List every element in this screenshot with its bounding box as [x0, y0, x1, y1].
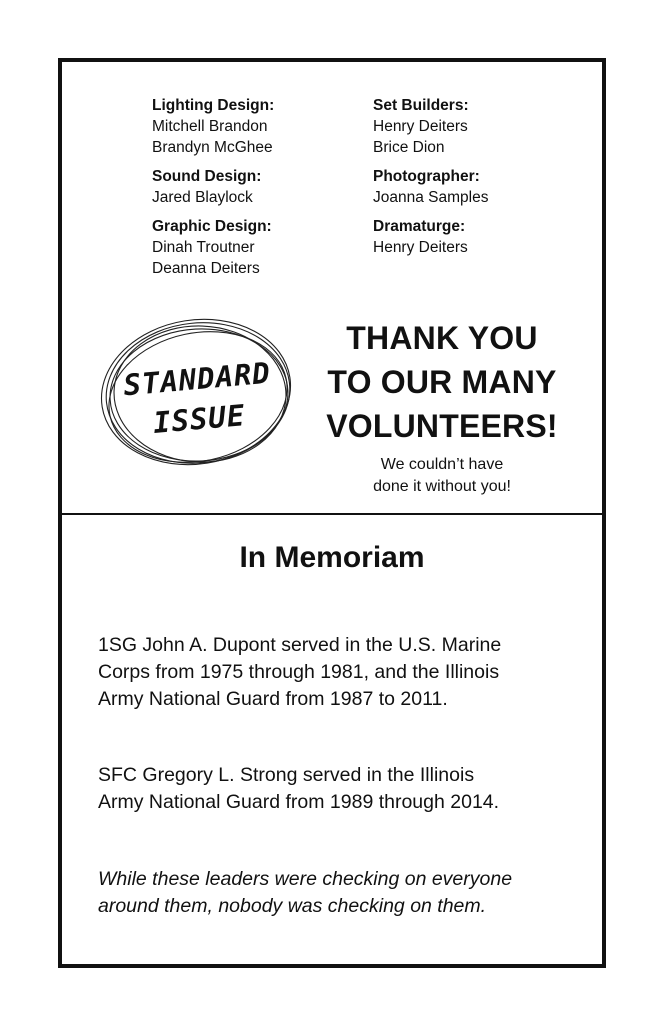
credit-role: Lighting Design: — [152, 97, 275, 114]
credit-name: Jared Blaylock — [152, 189, 253, 206]
program-page-frame — [58, 58, 606, 968]
memoriam-line: Corps from 1975 through 1981, and the Illinois — [98, 661, 500, 683]
credit-name: Dinah Troutner — [152, 239, 255, 256]
memoriam-line: 1SG John A. Dupont served in the U.S. Marine — [98, 634, 502, 656]
thanks-heading-line: THANK YOU — [346, 320, 538, 356]
credits-right-column — [373, 96, 573, 267]
credit-graphic-design — [152, 217, 352, 279]
credit-lighting-design — [152, 96, 352, 158]
thanks-subtext — [312, 454, 572, 498]
thanks-sub-line: done it without you! — [373, 478, 511, 495]
credits-left-column — [152, 96, 352, 288]
credit-photographer — [373, 167, 573, 208]
memoriam-line: Army National Guard from 1989 through 2014. — [98, 791, 500, 813]
thanks-sub-line: We couldn’t have — [380, 456, 504, 473]
credit-name: Henry Deiters — [373, 239, 468, 256]
thanks-heading-line: TO OUR MANY — [327, 364, 557, 400]
credit-dramaturge — [373, 217, 573, 258]
memoriam-line: While these leaders were checking on everyone — [98, 868, 513, 890]
credit-name: Mitchell Brandon — [152, 118, 268, 135]
credit-name: Brice Dion — [373, 139, 445, 156]
credit-set-builders — [373, 96, 573, 158]
credit-role: Set Builders: — [373, 97, 469, 114]
memoriam-line: Army National Guard from 1987 to 2011. — [98, 688, 448, 710]
credit-name: Brandyn McGhee — [152, 139, 273, 156]
credit-name: Henry Deiters — [373, 118, 468, 135]
logo-text-standard: STANDARD — [122, 355, 273, 403]
memoriam-title: In Memoriam — [239, 541, 425, 574]
logo-text-issue: ISSUE — [151, 398, 247, 440]
credit-sound-design — [152, 167, 352, 208]
memoriam-line: SFC Gregory L. Strong served in the Illinois — [98, 764, 475, 786]
volunteer-thanks — [312, 316, 572, 498]
memoriam-line: around them, nobody was checking on them. — [98, 895, 487, 917]
memoriam-paragraph-strong — [98, 762, 578, 816]
thanks-heading-line: VOLUNTEERS! — [326, 408, 558, 444]
section-divider — [62, 513, 602, 515]
credit-role: Graphic Design: — [152, 218, 272, 235]
memoriam-paragraph-dupont — [98, 632, 578, 713]
thanks-heading — [312, 316, 572, 448]
memoriam-closing-italic — [98, 866, 578, 920]
credit-role: Dramaturge: — [373, 218, 466, 235]
credit-name: Deanna Deiters — [152, 260, 260, 277]
credit-name: Joanna Samples — [373, 189, 489, 206]
credit-role: Photographer: — [373, 168, 480, 185]
credit-role: Sound Design: — [152, 168, 262, 185]
standard-issue-logo — [98, 307, 298, 477]
